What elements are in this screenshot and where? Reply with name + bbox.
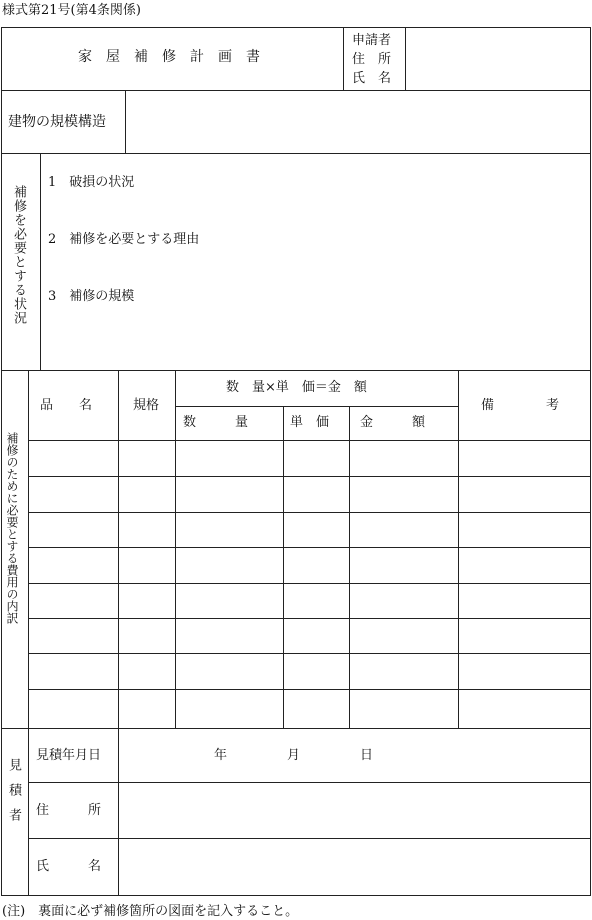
cell-quantity[interactable] [176, 619, 283, 653]
cell-spec[interactable] [119, 690, 175, 728]
cell-unit-price[interactable] [284, 619, 349, 653]
cell-item-name[interactable] [29, 690, 118, 728]
cell-unit-price[interactable] [284, 584, 349, 618]
table-row [29, 619, 590, 653]
cell-quantity[interactable] [176, 441, 283, 476]
necessity-item-scale: 3 補修の規模 [48, 289, 135, 304]
cell-quantity[interactable] [176, 584, 283, 618]
estimate-date-year: 年 [214, 748, 228, 763]
cell-remarks[interactable] [459, 441, 590, 476]
cell-spec[interactable] [119, 441, 175, 476]
form-number: 様式第21号(第4条関係) [2, 3, 141, 18]
cell-item-name[interactable] [29, 654, 118, 689]
estimate-date-day: 日 [360, 748, 374, 763]
cell-unit-price[interactable] [284, 654, 349, 689]
cell-spec[interactable] [119, 654, 175, 689]
cell-item-name[interactable] [29, 513, 118, 547]
cell-unit-price[interactable] [284, 513, 349, 547]
building-structure-field[interactable] [127, 92, 589, 152]
col-remarks: 備 考 [481, 398, 560, 413]
applicant-name-label: 氏 名 [352, 71, 392, 86]
applicant-address-label: 住 所 [352, 52, 392, 67]
cell-quantity[interactable] [176, 513, 283, 547]
cell-remarks[interactable] [459, 584, 590, 618]
cell-remarks[interactable] [459, 619, 590, 653]
building-structure-label: 建物の規模構造 [8, 114, 106, 130]
cell-spec[interactable] [119, 584, 175, 618]
col-amount: 金 額 [360, 415, 426, 430]
footnote: (注) 裏面に必ず補修箇所の図面を記入すること。 [2, 904, 299, 919]
repair-necessity-label: 補修を必要とする状況 [11, 185, 26, 325]
cell-quantity[interactable] [176, 477, 283, 512]
estimator-name-label: 氏 名 [36, 859, 102, 874]
document-title: 家 屋 補 修 計 画 書 [78, 49, 260, 65]
col-item-name: 品 名 [40, 398, 93, 413]
cell-unit-price[interactable] [284, 441, 349, 476]
cell-remarks[interactable] [459, 513, 590, 547]
cell-quantity[interactable] [176, 690, 283, 728]
cell-amount[interactable] [350, 619, 458, 653]
cell-amount[interactable] [350, 548, 458, 583]
cell-amount[interactable] [350, 513, 458, 547]
cell-spec[interactable] [119, 548, 175, 583]
cell-amount[interactable] [350, 654, 458, 689]
cell-unit-price[interactable] [284, 548, 349, 583]
table-row [29, 654, 590, 689]
col-spec: 規格 [133, 398, 160, 413]
col-unit-price: 単 価 [290, 415, 330, 430]
cell-spec[interactable] [119, 619, 175, 653]
table-row [29, 513, 590, 547]
cost-breakdown-label: 補修のために必要とする費用の内訳 [5, 432, 19, 624]
necessity-item-damage: 1 破損の状況 [48, 175, 135, 190]
cell-spec[interactable] [119, 513, 175, 547]
cell-remarks[interactable] [459, 548, 590, 583]
cell-remarks[interactable] [459, 477, 590, 512]
cell-item-name[interactable] [29, 477, 118, 512]
cell-quantity[interactable] [176, 654, 283, 689]
table-row [29, 548, 590, 583]
table-row [29, 441, 590, 476]
col-formula: 数 量×単 価＝金 額 [226, 380, 367, 395]
applicant-label: 申請者 [352, 33, 392, 48]
estimator-address-field[interactable] [120, 784, 589, 837]
estimate-date-month: 月 [287, 748, 301, 763]
cell-amount[interactable] [350, 441, 458, 476]
estimator-name-field[interactable] [120, 840, 589, 894]
estimator-address-label: 住 所 [36, 803, 102, 818]
cell-item-name[interactable] [29, 548, 118, 583]
table-row [29, 584, 590, 618]
cell-amount[interactable] [350, 477, 458, 512]
cell-amount[interactable] [350, 584, 458, 618]
cell-spec[interactable] [119, 477, 175, 512]
cell-item-name[interactable] [29, 619, 118, 653]
table-row [29, 477, 590, 512]
estimate-date-field[interactable] [120, 730, 589, 781]
estimate-date-label: 見積年月日 [36, 748, 102, 763]
col-quantity: 数 量 [183, 415, 249, 430]
cell-quantity[interactable] [176, 548, 283, 583]
cell-item-name[interactable] [29, 441, 118, 476]
estimator-label: 見積者 [6, 758, 21, 833]
cell-remarks[interactable] [459, 654, 590, 689]
cell-unit-price[interactable] [284, 690, 349, 728]
cell-remarks[interactable] [459, 690, 590, 728]
applicant-info-field[interactable] [407, 30, 589, 88]
cell-item-name[interactable] [29, 584, 118, 618]
repair-necessity-field[interactable] [42, 155, 589, 369]
cell-amount[interactable] [350, 690, 458, 728]
cell-unit-price[interactable] [284, 477, 349, 512]
table-row [29, 690, 590, 728]
necessity-item-reason: 2 補修を必要とする理由 [48, 232, 200, 247]
